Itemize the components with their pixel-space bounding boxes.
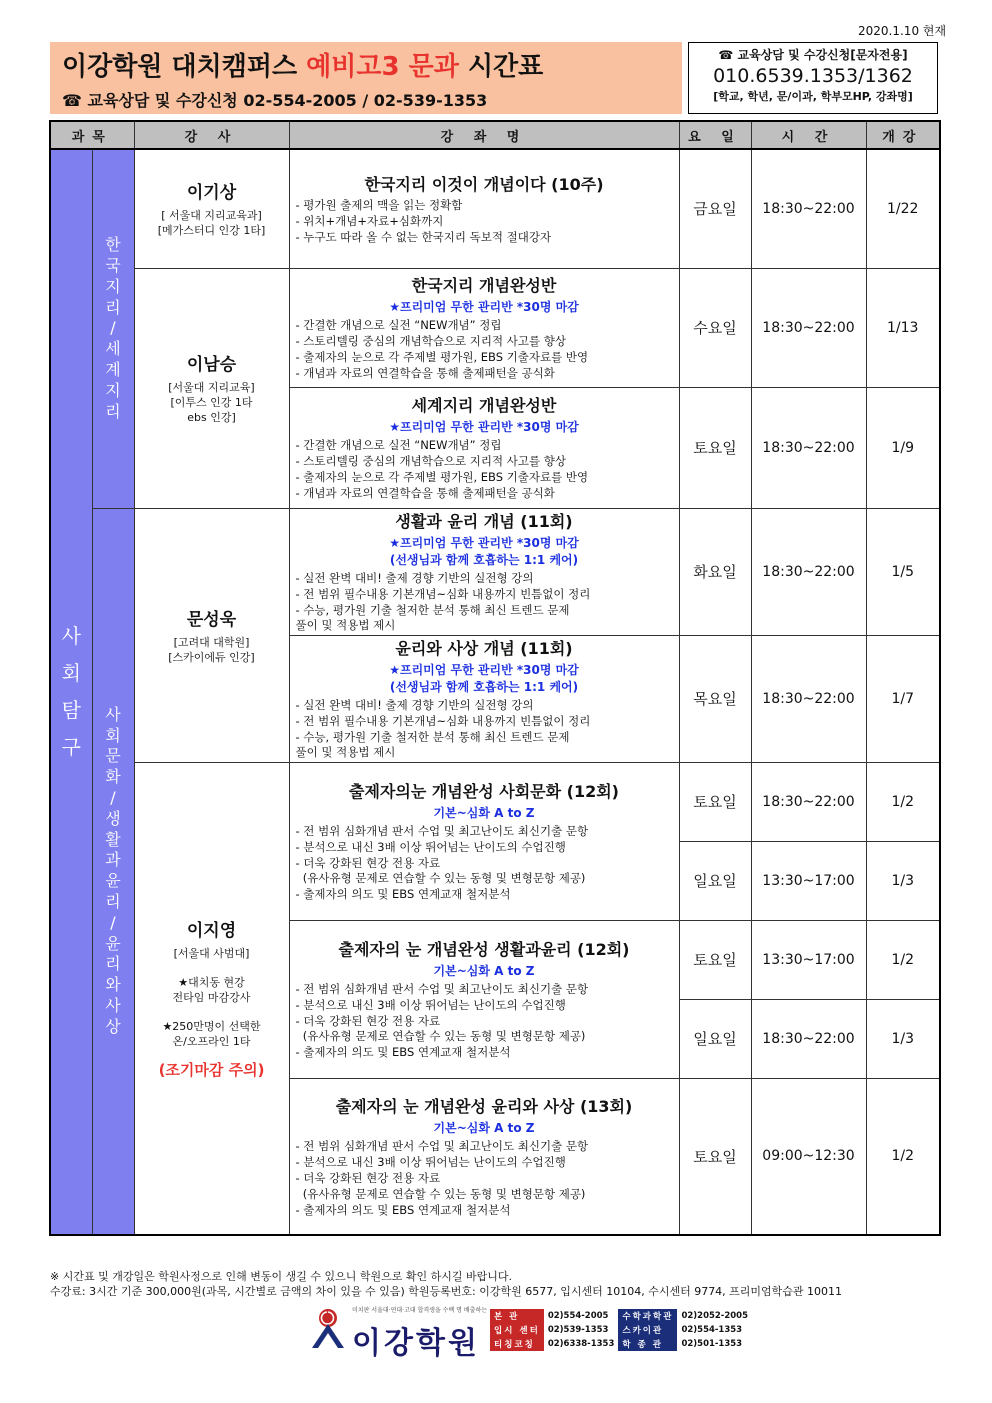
contact-note: [학교, 학년, 문/이과, 학부모HP, 강좌명] — [713, 90, 913, 103]
teacher-cell — [134, 508, 289, 762]
start-date: 1/3 — [866, 999, 940, 1078]
bullet-line: - 전 범위 심화개념 판서 수업 및 최고난이도 최신기출 문항 — [295, 1139, 589, 1154]
course-bullets — [296, 698, 673, 761]
bullet-line: - 더욱 강화된 현강 전용 자료 — [295, 1170, 441, 1185]
class-day: 토요일 — [679, 387, 751, 508]
class-day: 목요일 — [679, 635, 751, 762]
branch-phone: 02)554-2005 — [547, 1311, 609, 1321]
course-bullets — [296, 318, 673, 381]
course-title: 출제자의 눈 개념완성 생활과윤리 (12회) — [338, 939, 630, 959]
col-start: 개강 — [866, 121, 940, 149]
col-time: 시 간 — [751, 121, 866, 149]
course-subtitle: ★프리미엄 무한 관리반 *30명 마감 — [389, 535, 579, 550]
bullet-line: - 실전 완벽 대비! 출제 경향 기반의 실전형 강의 — [295, 570, 534, 585]
class-time: 18:30~22:00 — [751, 387, 866, 508]
class-day: 수요일 — [679, 268, 751, 387]
teacher-name: 문성욱 — [186, 609, 237, 630]
bullet-line: - 개념과 자료의 연결학습을 통해 출제패턴을 공식화 — [295, 485, 555, 500]
class-time: 18:30~22:00 — [751, 149, 866, 268]
bullet-line: - 분석으로 내신 3배 이상 뛰어넘는 난이도의 수업진행 — [295, 1154, 566, 1169]
bullet-line: - 스토리텔링 중심의 개념학습으로 지리적 사고를 향상 — [295, 454, 566, 469]
bullet-line: - 더욱 강화된 현강 전용 자료 — [295, 855, 441, 870]
bullet-line: - 출제자의 눈으로 각 주제별 평가원, EBS 기출자료를 반영 — [295, 470, 589, 484]
class-time: 18:30~22:00 — [751, 999, 866, 1078]
teacher-cell — [134, 149, 289, 268]
teacher-credentials: [서울대 지리교육] [이투스 인강 1타 ebs 인강] — [168, 381, 255, 424]
course-cell — [289, 635, 679, 762]
teacher-credentials: [서울대 사범대] — [173, 947, 250, 961]
course-subtitle: (선생님과 함께 호흡하는 1:1 케어) — [389, 679, 579, 694]
start-date: 1/2 — [866, 1078, 940, 1235]
bullet-line: - 전 범위 필수내용 기본개념~심화 내용까지 빈틈없이 정리 — [295, 586, 591, 601]
course-bullets — [296, 824, 673, 903]
bullet-line: - 전 범위 필수내용 기본개념~심화 내용까지 빈틈없이 정리 — [295, 713, 591, 728]
bullet-line: - 스토리텔링 중심의 개념학습으로 지리적 사고를 향상 — [295, 334, 566, 349]
bullet-line: (유사유형 문제로 연습할 수 있는 동형 및 변형문항 제공) — [295, 1186, 586, 1201]
contact-number: 010.6539.1353/1362 — [713, 65, 913, 87]
course-title: 출제자의 눈 개념완성 윤리와 사상 (13회) — [335, 1097, 633, 1117]
col-course: 강 좌 명 — [289, 121, 679, 149]
title-accent: 예비고3 문과 — [306, 52, 459, 82]
course-bullets — [296, 198, 673, 246]
col-subject: 과목 — [50, 121, 134, 149]
start-date: 1/2 — [866, 920, 940, 999]
teacher-credentials: [ 서울대 지리교육과] [메가스터디 인강 1타] — [157, 209, 266, 238]
course-title: 세계지리 개념완성반 — [411, 396, 557, 416]
course-subtitle: ★프리미엄 무한 관리반 *30명 마감 — [389, 662, 579, 677]
subject-group: 한 국 지 리 / 세 계 지 리 — [92, 149, 134, 508]
start-date: 1/7 — [866, 635, 940, 762]
footer-note: ※ 시간표 및 개강일은 학원사정으로 인해 변동이 생길 수 있으니 학원으로 확인 하시길 바랍니다. — [50, 1270, 512, 1283]
bullet-line: - 출제자의 눈으로 각 주제별 평가원, EBS 기출자료를 반영 — [295, 350, 589, 364]
class-day: 금요일 — [679, 149, 751, 268]
course-cell — [289, 508, 679, 635]
course-cell — [289, 149, 679, 268]
class-time: 18:30~22:00 — [751, 508, 866, 635]
bullet-line: - 출제자의 의도 및 EBS 연계교재 철저분석 — [295, 1045, 511, 1060]
class-time: 13:30~17:00 — [751, 920, 866, 999]
class-time: 18:30~22:00 — [751, 268, 866, 387]
bullet-line: - 출제자의 의도 및 EBS 연계교재 철저분석 — [295, 887, 511, 902]
subject-category: 사 회 탐 구 — [50, 149, 92, 1235]
course-cell — [289, 1078, 679, 1235]
branch-name: 티칭코칭 — [490, 1337, 544, 1351]
col-teacher: 강 사 — [134, 121, 289, 149]
class-time: 18:30~22:00 — [751, 762, 866, 841]
bullet-line: (유사유형 문제로 연습할 수 있는 동형 및 변형문항 제공) — [295, 871, 586, 886]
subject-group: 사 회 문 화 / 생 활 과 윤 리 / 윤 리 와 사 상 — [92, 508, 134, 1235]
class-day: 토요일 — [679, 920, 751, 999]
class-time: 13:30~17:00 — [751, 841, 866, 920]
bullet-line: - 간결한 개념으로 실전 “NEW개념” 정립 — [295, 438, 502, 453]
course-cell — [289, 762, 679, 920]
bullet-line: - 누구도 따라 올 수 없는 한국지리 독보적 절대강자 — [295, 229, 552, 244]
bullet-line: - 실전 완벽 대비! 출제 경향 기반의 실전형 강의 — [295, 697, 534, 712]
teacher-credentials: [고려대 대학원] [스카이에듀 인강] — [168, 635, 255, 664]
course-subtitle: ★프리미엄 무한 관리반 *30명 마감 — [389, 420, 579, 435]
contact-title: ☎ 교육상담 및 수강신청[문자전용] — [718, 48, 908, 62]
bullet-line: - 더욱 강화된 현강 전용 자료 — [295, 1013, 441, 1028]
page-title: 이강학원 대치캠퍼스 예비고3 문과 시간표 — [62, 52, 544, 82]
branch-name: 본 관 — [490, 1309, 544, 1323]
bullet-line: - 전 범위 심화개념 판서 수업 및 최고난이도 최신기출 문항 — [295, 823, 589, 838]
start-date: 1/9 — [866, 387, 940, 508]
course-title: 생활과 윤리 개념 (11회) — [395, 511, 573, 531]
date-stamp: 2020.1.10 현재 — [858, 24, 947, 38]
contact-box — [688, 42, 938, 114]
bullet-line: 풀이 및 적용법 제시 — [295, 618, 396, 633]
course-cell — [289, 268, 679, 387]
branch-contacts — [490, 1309, 752, 1351]
branch-phone: 02)6338-1353 — [547, 1339, 615, 1349]
course-subtitle: (선생님과 함께 호흡하는 1:1 케어) — [389, 552, 579, 567]
teacher-note: ★대치동 현강 전타임 마감강사 — [172, 975, 251, 1004]
teacher-cell — [134, 762, 289, 1235]
course-bullets — [296, 571, 673, 634]
course-title: 출제자의눈 개념완성 사회문화 (12회) — [349, 781, 619, 801]
teacher-name: 이남승 — [186, 355, 237, 376]
bullet-line: (유사유형 문제로 연습할 수 있는 동형 및 변형문항 제공) — [295, 1029, 586, 1044]
branch-phone: 02)539-1353 — [547, 1325, 609, 1335]
start-date: 1/13 — [866, 268, 940, 387]
start-date: 1/3 — [866, 841, 940, 920]
title-banner — [50, 42, 682, 114]
bullet-line: - 수능, 평가원 기출 철저한 분석 통해 최신 트렌드 문제 — [295, 602, 570, 617]
course-subtitle: 기본~심화 A to Z — [433, 805, 535, 820]
course-cell — [289, 387, 679, 508]
teacher-cell — [134, 268, 289, 508]
teacher-name: 이기상 — [186, 183, 237, 204]
class-time: 18:30~22:00 — [751, 635, 866, 762]
bullet-line: - 분석으로 내신 3배 이상 뛰어넘는 난이도의 수업진행 — [295, 839, 566, 854]
footer-fee: 수강료: 3시간 기준 300,000원(과목, 시간별로 금액의 차이 있을 수 있음) 학원등록번호: 이강학원 6577, 입시센터 10104, 수시센터 9774, 프리미엄학습관 10011 — [50, 1285, 843, 1298]
course-subtitle: ★프리미엄 무한 관리반 *30명 마감 — [389, 300, 579, 315]
bullet-line: - 평가원 출제의 맥을 읽는 정확함 — [295, 197, 463, 212]
course-title: 한국지리 이것이 개념이다 (10주) — [364, 174, 604, 194]
class-time: 09:00~12:30 — [751, 1078, 866, 1235]
bullet-line: - 수능, 평가원 기출 철저한 분석 통해 최신 트렌드 문제 — [295, 729, 570, 744]
course-subtitle: 기본~심화 A to Z — [433, 963, 535, 978]
col-day: 요 일 — [679, 121, 751, 149]
course-cell — [289, 920, 679, 1078]
bullet-line: - 출제자의 의도 및 EBS 연계교재 철저분석 — [295, 1202, 511, 1217]
branch-phone: 02)554-1353 — [681, 1325, 743, 1335]
branch-name: 스카이관 — [618, 1323, 677, 1337]
branch-phone: 02)2052-2005 — [681, 1311, 748, 1321]
bullet-line: - 전 범위 심화개념 판서 수업 및 최고난이도 최신기출 문항 — [295, 981, 589, 996]
class-day: 토요일 — [679, 762, 751, 841]
bullet-line: - 개념과 자료의 연결학습을 통해 출제패턴을 공식화 — [295, 365, 555, 380]
branch-phone: 02)501-1353 — [681, 1339, 743, 1349]
bullet-line: - 간결한 개념으로 실전 “NEW개념” 정립 — [295, 318, 502, 333]
course-title: 윤리와 사상 개념 (11회) — [395, 638, 573, 658]
branch-name: 학 종 관 — [618, 1337, 677, 1351]
timetable — [49, 120, 941, 1236]
branch-name: 수학과학관 — [618, 1309, 677, 1323]
course-subtitle: 기본~심화 A to Z — [433, 1121, 535, 1136]
start-date: 1/2 — [866, 762, 940, 841]
course-bullets — [296, 982, 673, 1061]
teacher-name: 이지영 — [186, 921, 237, 942]
start-date: 1/5 — [866, 508, 940, 635]
class-day: 일요일 — [679, 841, 751, 920]
course-bullets — [296, 438, 673, 501]
start-date: 1/22 — [866, 149, 940, 268]
class-day: 화요일 — [679, 508, 751, 635]
bullet-line: - 위치+개념+자료+심화까지 — [295, 213, 444, 228]
branch-name: 입시 센터 — [490, 1323, 544, 1337]
teacher-note: ★250만명이 선택한 온/오프라인 1타 — [162, 1019, 261, 1048]
class-day: 일요일 — [679, 999, 751, 1078]
course-title: 한국지리 개념완성반 — [411, 276, 557, 296]
bullet-line: - 분석으로 내신 3배 이상 뛰어넘는 난이도의 수업진행 — [295, 997, 566, 1012]
class-day: 토요일 — [679, 1078, 751, 1235]
phone-line: ☎ 교육상담 및 수강신청 02-554-2005 / 02-539-1353 — [62, 91, 488, 110]
early-close-warning: (조기마감 주의) — [158, 1061, 265, 1080]
course-bullets — [296, 1139, 673, 1218]
logo-name: 이강학원 — [352, 1326, 480, 1361]
logo-tagline: 미치판 서울대·연대·고대 합격생을 수백 명 배출하는 — [352, 1307, 488, 1314]
bullet-line: 풀이 및 적용법 제시 — [295, 745, 396, 760]
